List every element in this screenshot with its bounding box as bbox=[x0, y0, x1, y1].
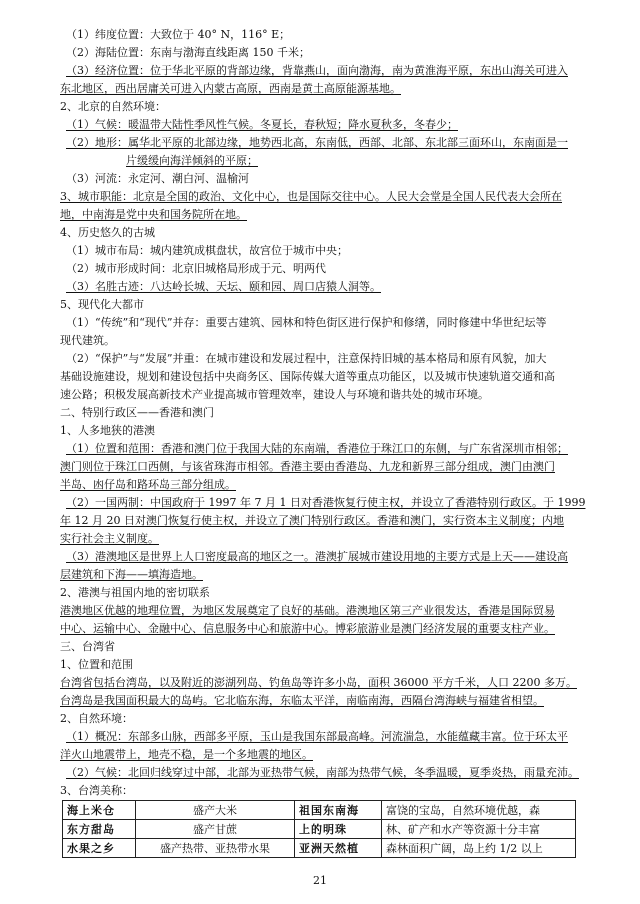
text-line: （3）河流：永定河、潮白河、温榆河 bbox=[66, 172, 249, 185]
page-number: 21 bbox=[313, 874, 327, 887]
table-row bbox=[63, 820, 576, 839]
text-line: 1、人多地狭的港澳 bbox=[60, 424, 155, 437]
text-line: （1）城市布局：城内建筑成棋盘状，故宫位于城市中央； bbox=[66, 244, 348, 257]
text-line: 2、自然环境： bbox=[60, 712, 133, 725]
text-line: 层建筑和下海——填海造地。 bbox=[60, 568, 203, 581]
text-line: 1、位置和范围 bbox=[60, 658, 133, 671]
table-row bbox=[63, 839, 576, 858]
text-line: 基础设施建设，规划和建设包括中央商务区、国际传媒大道等重点功能区，以及城市快速轨道交通和高 bbox=[60, 370, 555, 383]
text-line: （3）港澳地区是世界上人口密度最高的地区之一。港澳扩展城市建设用地的主要方式是上天——建设高 bbox=[66, 550, 568, 563]
text-line: （3）名胜古迹：八达岭长城、天坛、颐和园、周口店猿人洞等。 bbox=[66, 280, 381, 293]
text-line: （2）一国两制：中国政府于 1997 年 7 月 1 日对香港恢复行使主权，并设立了香港特别行政区。于 1999 bbox=[66, 496, 586, 509]
text-line: 台湾岛是我国面积最大的岛屿。它北临东海，东临太平洋，南临南海，西隔台湾海峡与福建省相望。 bbox=[60, 694, 544, 707]
table-cell: 东方甜岛 bbox=[63, 820, 136, 839]
text-line: （1）位置和范围：香港和澳门位于我国大陆的东南端，香港位于珠江口的东侧，与广东省深圳市相邻； bbox=[66, 442, 568, 455]
table-row bbox=[63, 801, 576, 820]
text-line: （2）“保护”与“发展”并重：在城市建设和发展过程中，注意保持旧城的基本格局和原有风貌，加大 bbox=[66, 352, 547, 365]
text-line: 速公路；积极发展高新技术产业提高城市管理效率，建设人与环境和谐共处的城市环境。 bbox=[60, 388, 489, 401]
text-line: （2）海陆位置：东南与渤海直线距离 150 千米； bbox=[66, 46, 310, 59]
table-cell: 水果之乡 bbox=[63, 839, 136, 858]
text-line: 片缓缓向海洋倾斜的平原； bbox=[126, 154, 258, 167]
table-cell: 盛产热带、亚热带水果 bbox=[136, 839, 295, 858]
table-cell: 森林面积广阔，岛上约 1/2 以上 bbox=[382, 839, 576, 858]
table-cell: 林、矿产和水产等资源十分丰富 bbox=[382, 820, 576, 839]
text-line: （2）地形：属华北平原的北部边缘，地势西北高，东南低，西部、北部、东北部三面环山，东南面是一 bbox=[66, 136, 568, 149]
text-line: （1）“传统”和“现代”并存：重要古建筑、园林和特色街区进行保护和修缮，同时修建中华世纪坛等 bbox=[66, 316, 547, 329]
table-cell: 祖国东南海 bbox=[295, 801, 382, 820]
taiwan-nicknames-table bbox=[62, 800, 576, 858]
text-line: 澳门则位于珠江口西侧，与该省珠海市相邻。香港主要由香港岛、九龙和新界三部分组成，澳门由澳门 bbox=[60, 460, 555, 473]
text-line: 二、特别行政区——香港和澳门 bbox=[60, 406, 214, 419]
text-line: 4、历史悠久的古城 bbox=[60, 226, 155, 239]
text-line: 洋火山地震带上，地壳不稳，是一个多地震的地区。 bbox=[60, 748, 313, 761]
text-line: 地，中南海是党中央和国务院所在地。 bbox=[60, 208, 247, 221]
text-line: 5、现代化大都市 bbox=[60, 298, 144, 311]
table-cell: 盛产甘蔗 bbox=[136, 820, 295, 839]
text-line: 2、港澳与祖国内地的密切联系 bbox=[60, 586, 210, 599]
text-line: 半岛、凼仔岛和路环岛三部分组成。 bbox=[60, 478, 236, 491]
text-line: 现代建筑。 bbox=[60, 334, 115, 347]
text-line: 实行社会主义制度。 bbox=[60, 532, 159, 545]
text-line: 中心、运输中心、金融中心、信息服务中心和旅游中心。博彩旅游业是澳门经济发展的重要支柱产业。 bbox=[60, 622, 555, 635]
text-line: 东北地区，西出居庸关可进入内蒙古高原，西南是黄土高原能源基地。 bbox=[60, 82, 401, 95]
table-cell: 海上米仓 bbox=[63, 801, 136, 820]
text-line: （3）经济位置：位于华北平原的背部边缘，背靠燕山，面向渤海，南为黄淮海平原，东出山海关可进入 bbox=[66, 64, 568, 77]
text-line: 2、北京的自然环境： bbox=[60, 100, 166, 113]
table-cell: 亚洲天然植 bbox=[295, 839, 382, 858]
text-line: （1）概况：东部多山脉，西部多平原，玉山是我国东部最高峰。河流湍急，水能蕴藏丰富。位于环太平 bbox=[66, 730, 568, 743]
text-line: （2）气候：北回归线穿过中部，北部为亚热带气候，南部为热带气候，冬季温暖，夏季炎热，雨量充沛。 bbox=[66, 766, 579, 779]
text-line: 台湾省包括台湾岛，以及附近的澎湖列岛、钓鱼岛等许多小岛，面积 36000 平方千米，人口 2200 多万。 bbox=[60, 676, 577, 689]
text-line: 港澳地区优越的地理位置，为地区发展奠定了良好的基础。港澳地区第三产业很发达，香港是国际贸易 bbox=[60, 604, 555, 617]
text-line: （2）城市形成时间：北京旧城格局形成于元、明两代 bbox=[66, 262, 326, 275]
text-line: 3、台湾美称： bbox=[60, 784, 133, 797]
text-line: 3、城市职能：北京是全国的政治、文化中心，也是国际交往中心。人民大会堂是全国人民代表大会所在 bbox=[60, 190, 562, 203]
table-cell: 盛产大米 bbox=[136, 801, 295, 820]
table-cell: 富饶的宝岛，自然环境优越，森 bbox=[382, 801, 576, 820]
text-line: （1）纬度位置：大致位于 40° N，116° E； bbox=[66, 28, 291, 41]
table-cell: 上的明珠 bbox=[295, 820, 382, 839]
text-line: 年 12 月 20 日对澳门恢复行使主权，并设立了澳门特别行政区。香港和澳门，实行资本主义制度；内地 bbox=[60, 514, 564, 527]
text-line: 三、台湾省 bbox=[60, 640, 115, 653]
text-line: （1）气候：暖温带大陆性季风性气候。冬夏长，春秋短；降水夏秋多，冬春少； bbox=[66, 118, 458, 131]
